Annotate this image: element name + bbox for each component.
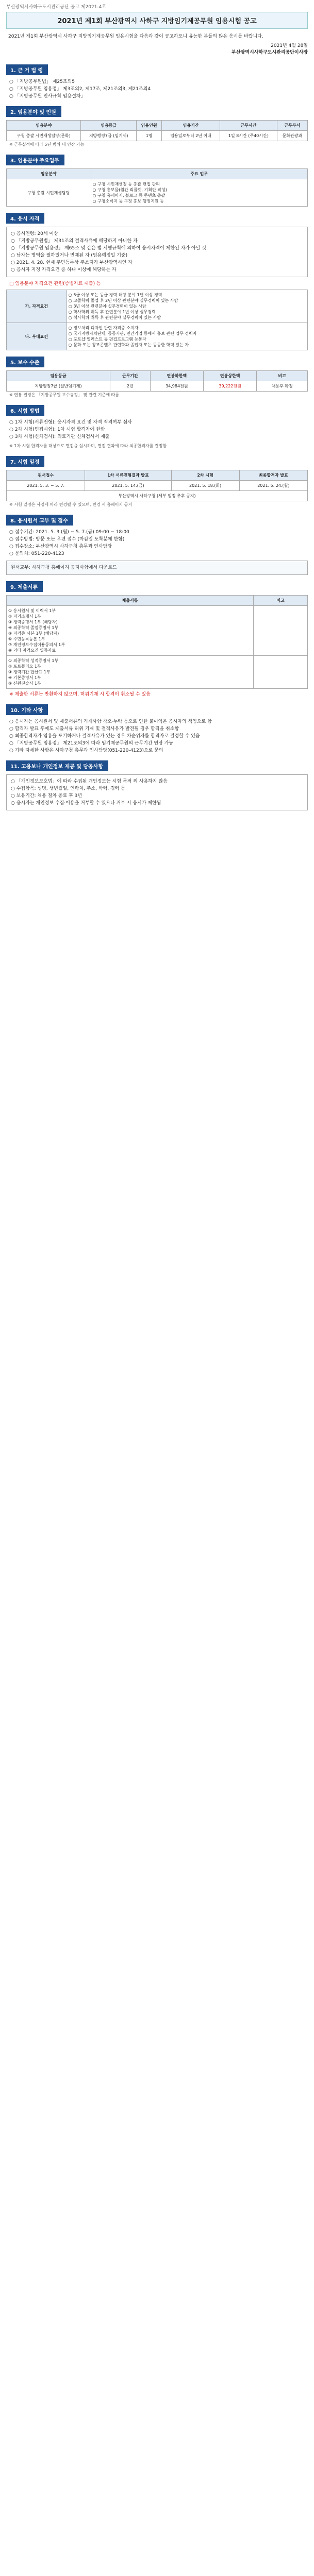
table-cell: 2021. 5. 3. ~ 5. 7. [7,481,85,491]
legal-basis-list [6,78,308,100]
section-title-eligibility: 4. 응시 자격 [6,213,44,224]
qualification-item: ○ 3년 이상 관련분야 실무경력이 있는 사람 [68,304,146,309]
privacy-line: ○ 수집항목: 성명, 생년월일, 연락처, 주소, 학력, 경력 등 [11,786,125,791]
exam-method-note: ※ 1차 시험 합격자를 대상으로 면접을 실시하며, 면접 결과에 따라 최종합격자를 결정함 [9,444,167,448]
table-row [7,481,308,491]
documents-table [6,595,308,689]
table-cell: 채용후 확정 [257,381,308,392]
application-box: 원서교부: 사하구청 홈페이지 공지사항에서 다운로드 [6,561,308,575]
qualification-item: ○ 학사학위 취득 후 관련분야 1년 이상 실무경력 [68,310,156,314]
table-header: 임용분야 [7,169,91,179]
duty-item: ○ 구청소식지 등 구정 홍보 행정지원 등 [92,199,164,204]
preferred-item: ○ 국가지방자치단체, 공공기관, 민간기업 등에서 홍보 관련 업무 경력자 [68,331,197,336]
duty-item: ○ 구청 홈페이지, 블로그 등 콘텐츠 총괄 [92,193,166,198]
table-header: 2차 시험 [171,470,239,481]
documents-notice: ※ 제출한 서류는 반환하지 않으며, 허위기재 시 합격이 취소될 수 있음 [9,692,151,697]
duty-item: ○ 구청 시민재생정 등 총괄 편집 관리 [92,182,160,187]
eligibility-line: ○ 2021. 4. 28. 현재 주민등록상 주소지가 부산광역시인 자 [11,260,133,265]
document-item: ④ 기본증명서 1부 [8,675,41,680]
eligibility-line: ○ 「지방공무원 임용령」 제65조 및 같은 법 시행규칙에 의하여 응시자격이 제한된 자가 아닐 것 [11,246,206,251]
document-item: ① 응시원서 및 이력서 1부 [8,608,56,613]
eligibility-line: ○ 「지방공무원법」 제31조의 결격사유에 해당하지 아니한 자 [11,239,138,244]
eligibility-warning: □ 임용분야 자격요건 관련(증빙자료 제출) 등 [9,281,101,286]
document-item: ② 포트폴리오 1부 [8,664,41,669]
document-item: ⑥ 주민등록등본 1부 [8,637,45,641]
table-header: 임용등급 [7,371,110,381]
qualifications-cell [67,290,307,323]
schedule-place: 부산광역시 사하구청 (세부 일정 추후 공지) [7,491,308,501]
section-title-documents: 9. 제출서류 [6,581,43,592]
table-row [7,381,308,392]
other-line: ○ 합격자 발표 후에도 제출서류 허위 기재 및 결격사유가 발견될 경우 합격을 취소함 [9,726,179,732]
table-header: 임용등급 [81,121,137,131]
legal-basis-line: ○ 「지방공무원법」 제25조의5 [9,79,75,84]
document-item: ⑦ 개인정보수집이용동의서 1부 [8,642,65,647]
table-cell: 1명 [136,131,161,141]
qualifications-table [6,290,308,350]
table-cell: 2021. 5. 18.(화) [171,481,239,491]
other-line: ○ 응시자는 응시원서 및 제출서류의 기재사항 착오·누락 등으로 인한 불이익은 응시자의 책임으로 함 [9,719,212,724]
table-cell: 지방행정7급 (임기제) [81,131,137,141]
table-header: 근무부서 [277,121,307,131]
application-line: ○ 접수장소: 부산광역시 사하구청 총무과 인사담당 [9,544,112,549]
table-row [7,606,308,656]
privacy-line: ○ 보유기간: 채용 절차 종료 후 3년 [11,793,82,799]
table-cell: 임용일로부터 2년 이내 [162,131,220,141]
section-title-positions: 2. 임용분야 및 인원 [6,106,61,117]
privacy-line: ○ 「개인정보보호법」에 따라 수집된 개인정보는 시험 목적 외 사용하지 않음 [11,779,168,784]
eligibility-box [6,227,308,277]
section-title-schedule: 7. 시험 일정 [6,456,44,467]
privacy-box [6,774,308,810]
announcement-date: 2021년 4월 28일 [271,43,308,48]
preferred-item: ○ 포토샵·일러스트 등 편집프로그램 능통자 [68,337,146,342]
application-line: ○ 접수방법: 방문 또는 우편 접수 (마감일 도착분에 한함) [9,537,125,542]
privacy-line: ○ 응시자는 개인정보 수집·이용을 거부할 수 있으나 거부 시 응시가 제한됨 [11,801,161,806]
section-title-duties: 3. 임용분야 주요업무 [6,155,64,165]
table-row [7,491,308,501]
qualification-item: ○ 5급 이상 또는 동급 경력 해당 분야 1년 이상 경력 [68,293,162,297]
page-title: 2021년 제1회 부산광역시 사하구 지방임기제공무원 임용시험 공고 [6,12,308,29]
document-item: ① 최종학력 성적증명서 1부 [8,658,59,663]
top-label: 부산광역시사하구도시관리공단 공고 제2021-4호 [6,5,107,10]
organization-name: 부산광역시사하구도시관리공단이사장 [232,50,308,55]
exam-method-line: ○ 2차 시험(면접시험): 1차 시험 합격자에 한함 [9,427,105,432]
table-cell: 지방행정7급 (일반임기제) [7,381,110,392]
salary-note: ※ 연봉 결정은 「지방공무원 보수규정」 및 관련 기준에 따름 [9,393,120,397]
duties-table [6,168,308,207]
preferred-item: ○ 정보처리·디자인 관련 자격증 소지자 [68,326,139,330]
legal-basis-line: ○ 「지방공무원 임용령」 제3조의2, 제17조, 제21조의3, 제21조의4 [9,87,151,92]
table-header: 1차 서류전형결과 발표 [85,470,171,481]
table-header: 비고 [253,596,307,606]
other-line: ○ 「지방공무원 임용령」 제21조의3에 따라 임기제공무원의 근무기간 연장 가능 [9,741,174,746]
table-cell: 2년 [110,381,151,392]
eligibility-line: ○ 응시연령: 20세 이상 [11,231,58,236]
preferred-cell [67,323,307,350]
document-item: ③ 경력기간 합산표 1부 [8,670,51,674]
intro-text: 2021년 제1회 부산광역시 사하구 지방임기제공무원 임용시험을 다음과 같이 공고하오니 유능한 분들의 많은 응시를 바랍니다. [8,34,263,39]
qualifications-label: 가. 자격요건 [7,290,67,323]
document-item: ③ 경력증명서 1부 (해당자) [8,620,58,624]
other-list [6,718,308,754]
table-cell: 구청 총괄 시민재생담당 [7,179,91,207]
table-row [7,290,308,323]
table-row [7,179,308,207]
document-item: ⑤ 자격증 사본 1부 (해당자) [8,631,59,636]
table-header: 근무시간 [220,121,277,131]
document [6,3,308,810]
section-title-privacy: 11. 고용보나 개인정보 제공 및 당공사항 [6,760,108,771]
preferred-label: 나. 우대요건 [7,323,67,350]
qualification-item: ○ 고졸학력 졸업 후 2년 이상 관련분야 실무경력이 있는 사람 [68,298,178,303]
legal-basis-line: ○ 「지방공무원 인사규칙 임용절차」 [9,94,86,99]
section-title-legal-basis: 1. 근 거 법 령 [6,64,48,75]
exam-method-line: ○ 3차 시험(신체검사): 의료기관 신체검사서 제출 [9,434,110,439]
table-row [7,131,308,141]
preferred-item: ○ 문화 또는 창조콘텐츠 관련학과 졸업자 또는 동등한 학력 있는 자 [68,343,189,347]
table-cell: 1일 8시간 (주40시간) [220,131,277,141]
schedule-table [6,470,308,501]
schedule-note: ※ 시험 일정은 사정에 따라 변경될 수 있으며, 변경 시 홈페이지 공지 [9,502,133,507]
table-cell: 문화관광과 [277,131,307,141]
section-title-salary: 5. 보수 수준 [6,357,44,367]
table-header: 비고 [257,371,308,381]
positions-table [6,120,308,141]
eligibility-line: ○ 응시자 지정 자격요건 중 하나 이상에 해당하는 자 [11,267,117,273]
application-line: ○ 접수기간: 2021. 5. 3.(월) ~ 5. 7.(금) 09:00 ~ 18:00 [9,530,129,535]
section-title-exam-method: 6. 시험 방법 [6,405,44,416]
document-item: ⑧ 기타 자격요건 입증자료 [8,648,56,653]
documents-cell-2 [7,656,254,689]
table-header: 최종합격자 발표 [239,470,307,481]
table-header: 연봉상한액 [203,371,256,381]
table-header: 주요 업무 [91,169,307,179]
table-cell: 2021. 5. 14.(금) [85,481,171,491]
table-cell: 2021. 5. 24.(월) [239,481,307,491]
section-title-other: 10. 기타 사항 [6,704,48,715]
duties-cell [91,179,307,207]
table-header: 임용분야 [7,121,81,131]
application-line: ○ 문의처: 051-220-4123 [9,551,64,556]
qualification-item: ○ 석사학위 취득 후 관련분야 실무경력이 있는 사람 [68,315,161,320]
table-cell: 구청 총괄 시민재생담당(문화) [7,131,81,141]
table-header: 임용기간 [162,121,220,131]
table-row [7,323,308,350]
eligibility-line: ○ 남자는 병역을 필하였거나 면제된 자 (임용예정일 기준) [11,253,128,258]
document-item: ④ 최종학력 졸업증명서 1부 [8,625,59,630]
duty-item: ○ 구청 홍보물(월간 리플렛, 기획안 작성) [92,188,167,192]
document-item: ② 자기소개서 1부 [8,614,41,619]
table-cell: 34,984천원 [150,381,203,392]
table-header: 근무기간 [110,371,151,381]
exam-method-line: ○ 1차 시험(서류전형): 응시자격 요건 및 자격 적격여부 심사 [9,420,132,425]
other-line: ○ 기타 자세한 사항은 사하구청 총무과 인사담당(051-220-4123)으로 문의 [9,748,163,753]
other-line: ○ 최종합격자가 임용을 포기하거나 결격사유가 있는 경우 차순위자를 합격자로 결정할 수 있음 [9,734,200,739]
salary-table [6,370,308,392]
section-title-application: 8. 응시원서 교부 및 접수 [6,515,73,526]
table-header: 제출서류 [7,596,254,606]
documents-cell [7,606,254,656]
application-list [6,529,308,557]
table-header: 임용인원 [136,121,161,131]
table-row [7,656,308,689]
exam-method-list [6,419,308,440]
table-cell: 39,222천원 [203,381,256,392]
positions-note: ※ 근무실적에 따라 5년 범위 내 연장 가능 [9,142,85,147]
table-header: 연봉하한액 [150,371,203,381]
document-item: ⑤ 신원진술서 1부 [8,681,41,686]
table-header: 원서접수 [7,470,85,481]
